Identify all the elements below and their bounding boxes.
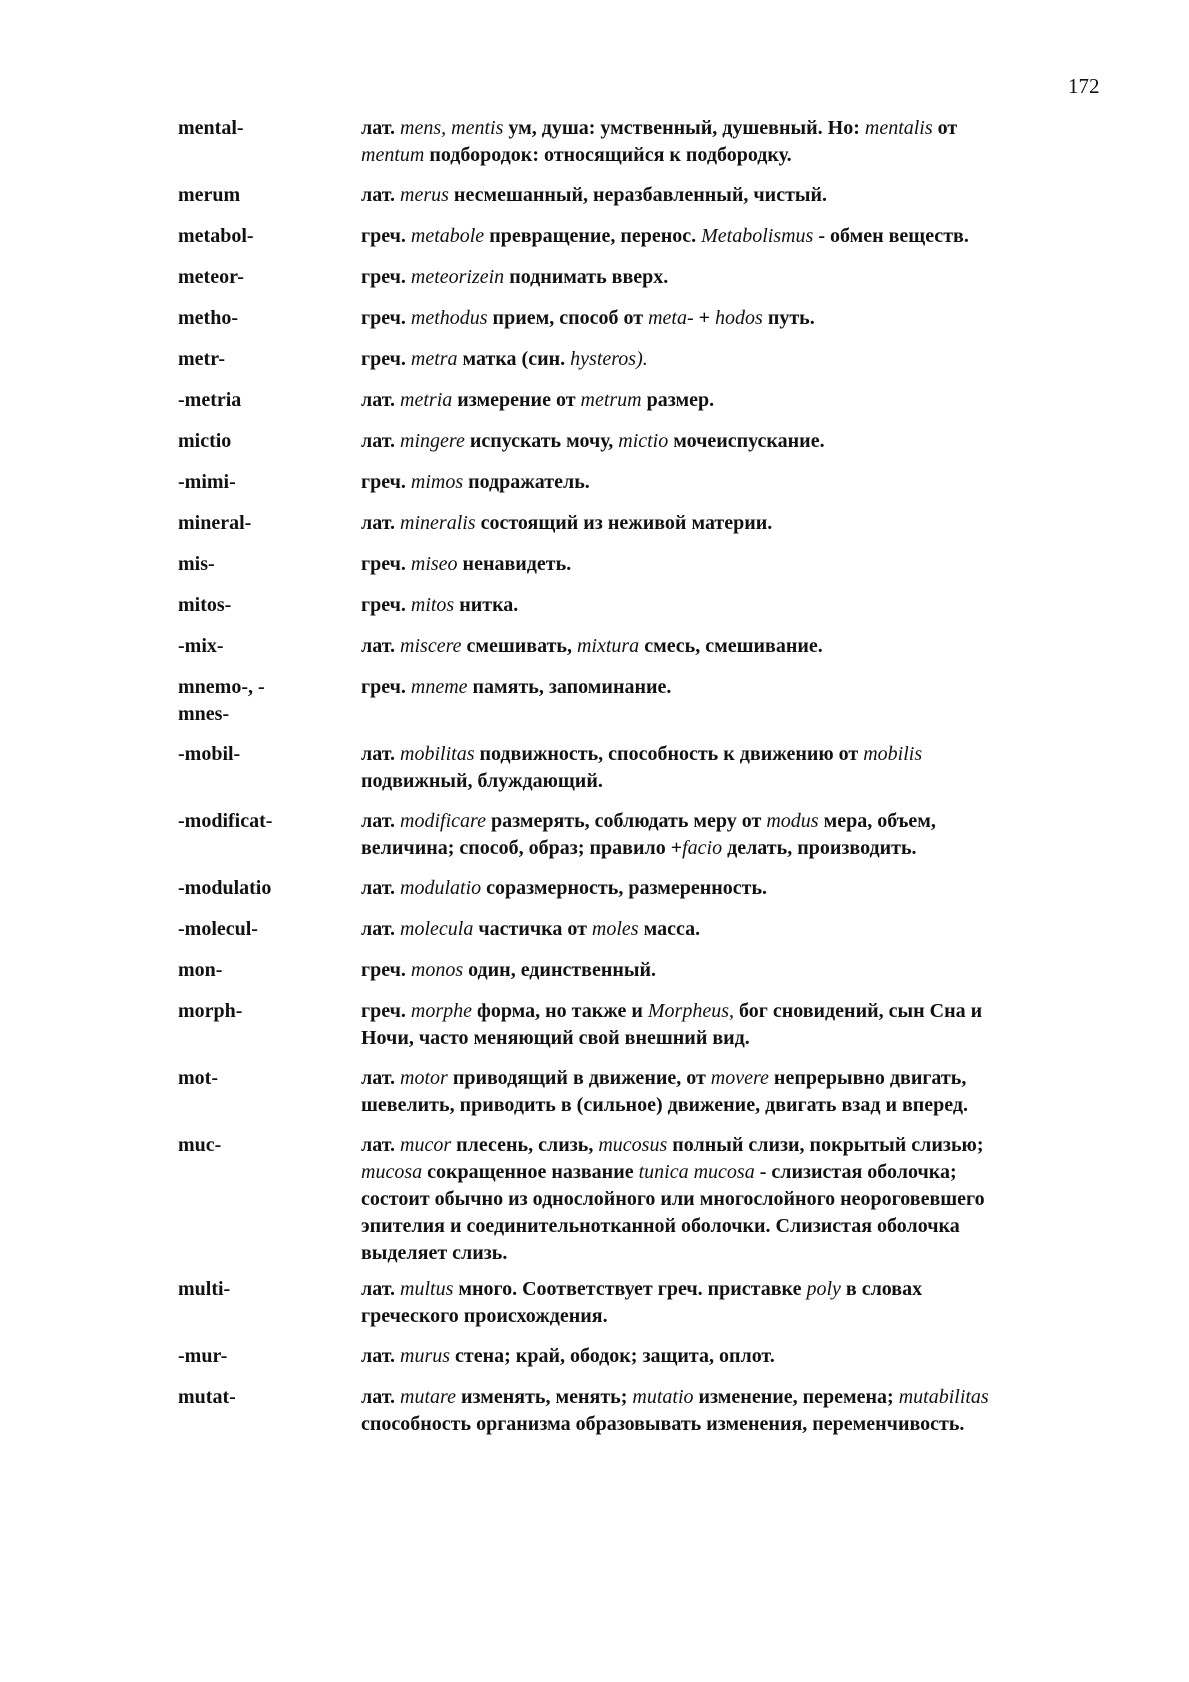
italic-term: hodos: [715, 307, 763, 329]
entry-definition: [361, 875, 1098, 902]
dictionary-entry: [178, 469, 1098, 496]
definition-line: [361, 1092, 1098, 1119]
definition-text: много. Соответствует греч. приставке: [453, 1278, 807, 1300]
entry-term: -modificat-: [178, 810, 273, 832]
page-number: 172: [1068, 74, 1100, 98]
entry-definition: [361, 1343, 1098, 1370]
definition-line: [361, 346, 1098, 373]
definition-line: [361, 633, 1098, 660]
definition-text: лат.: [361, 1278, 401, 1300]
entry-term: morph-: [178, 1000, 243, 1022]
entry-definition: [361, 1132, 1098, 1267]
dictionary-entry: [178, 346, 1098, 373]
entry-definition: [361, 1276, 1098, 1330]
definition-text: масса.: [638, 918, 701, 940]
definition-text: лат.: [361, 810, 401, 832]
definition-text: способность организма образовывать изменения, переменчивость.: [361, 1413, 965, 1435]
italic-term: mimos: [410, 471, 464, 493]
definition-text: сокращенное название: [422, 1161, 639, 1183]
definition-text: матка (син.: [457, 348, 571, 370]
entry-term: -mix-: [178, 635, 224, 657]
definition-text: испускать мочу,: [464, 430, 619, 452]
definition-line: [361, 741, 1098, 768]
entry-term: mutat-: [178, 1386, 236, 1408]
dictionary-entry: [178, 1384, 1098, 1438]
definition-text: ум, душа: умственный, душевный. Но:: [503, 117, 865, 139]
definition-text: подвижность, способность к движению от: [474, 743, 864, 765]
italic-term: mens, mentis: [400, 117, 504, 139]
entry-definition: [361, 305, 1098, 332]
italic-term: facio: [682, 837, 723, 859]
italic-term: monos: [410, 959, 464, 981]
italic-term: metrum: [580, 389, 642, 411]
italic-term: modulatio: [400, 877, 482, 899]
definition-text: лат.: [361, 918, 401, 940]
italic-term: mneme: [410, 676, 468, 698]
entry-definition: [361, 957, 1098, 984]
entry-term: metho-: [178, 307, 238, 329]
dictionary-entry: [178, 1065, 1098, 1119]
dictionary-entry: [178, 592, 1098, 619]
definition-line: [361, 510, 1098, 537]
italic-term: movere: [710, 1067, 769, 1089]
italic-term: merus: [400, 184, 449, 206]
definition-text: размерять, соблюдать меру от: [485, 810, 767, 832]
italic-term: mitos: [410, 594, 455, 616]
dictionary-entry: [178, 305, 1098, 332]
definition-text: несмешанный, неразбавленный, чистый.: [448, 184, 828, 206]
entry-definition: [361, 808, 1098, 862]
entry-term: meteor-: [178, 266, 244, 288]
italic-term: meteorizein: [410, 266, 505, 288]
definition-line: [361, 387, 1098, 414]
definition-text: мочеиспускание.: [668, 430, 825, 452]
definition-text: частичка от: [473, 918, 592, 940]
italic-term: mutare: [400, 1386, 456, 1408]
definition-text: в словах: [840, 1278, 923, 1300]
entry-term: merum: [178, 184, 241, 206]
entry-definition: [361, 264, 1098, 291]
italic-term: motor: [400, 1067, 448, 1089]
definition-text: смешивать,: [461, 635, 577, 657]
italic-term: mobilitas: [400, 743, 475, 765]
definition-text: греч.: [361, 594, 411, 616]
definition-text: нитка.: [454, 594, 519, 616]
definition-text: +: [693, 307, 716, 329]
dictionary-entry: [178, 741, 1098, 795]
dictionary-entry: [178, 957, 1098, 984]
definition-text: от: [932, 117, 958, 139]
definition-line: [361, 551, 1098, 578]
definition-text: непрерывно двигать,: [768, 1067, 967, 1089]
entry-term: -mimi-: [178, 471, 236, 493]
entry-term: mot-: [178, 1067, 218, 1089]
entry-definition: [361, 510, 1098, 537]
definition-line: [361, 1303, 1098, 1330]
italic-term: moles: [591, 918, 639, 940]
definition-text: форма, но также и: [471, 1000, 648, 1022]
definition-line: [361, 1213, 1098, 1240]
entry-term: mnemo-, - mnes-: [178, 676, 265, 725]
definition-text: делать, производить.: [722, 837, 917, 859]
dictionary-entry: [178, 223, 1098, 250]
entry-definition: [361, 674, 1098, 701]
definition-line: [361, 916, 1098, 943]
italic-term: modificare: [400, 810, 486, 832]
definition-text: ненавидеть.: [457, 553, 572, 575]
definition-line: [361, 264, 1098, 291]
definition-text: подбородок: относящийся к подбородку.: [424, 144, 792, 166]
definition-text: подражатель.: [463, 471, 590, 493]
entry-definition: [361, 115, 1098, 169]
definition-text: прием, способ от: [487, 307, 649, 329]
definition-line: [361, 768, 1098, 795]
definition-line: [361, 1384, 1098, 1411]
entry-definition: [361, 551, 1098, 578]
definition-text: Ночи, часто меняющий свой внешний вид.: [361, 1027, 750, 1049]
dictionary-entry: [178, 916, 1098, 943]
definition-text: смесь, смешивание.: [639, 635, 823, 657]
entry-definition: [361, 387, 1098, 414]
definition-text: бог сновидений, сын Сна и: [734, 1000, 983, 1022]
definition-text: лат.: [361, 1345, 401, 1367]
italic-term: morphe: [410, 1000, 472, 1022]
entry-definition: [361, 346, 1098, 373]
definition-line: [361, 142, 1098, 169]
definition-text: лат.: [361, 430, 401, 452]
dictionary-entry: [178, 1132, 1098, 1267]
definition-text: изменение, перемена;: [693, 1386, 899, 1408]
dictionary-entry: [178, 998, 1098, 1052]
entry-definition: [361, 428, 1098, 455]
dictionary-entry: [178, 633, 1098, 660]
definition-line: [361, 305, 1098, 332]
italic-term: mixtura: [576, 635, 640, 657]
entry-term: -modulatio: [178, 877, 272, 899]
definition-line: [361, 1132, 1098, 1159]
italic-term: mobilis: [863, 743, 923, 765]
entry-term: -mobil-: [178, 743, 241, 765]
italic-term: Metabolismus: [701, 225, 814, 247]
definition-line: [361, 1240, 1098, 1267]
italic-term: methodus: [410, 307, 488, 329]
definition-text: лат.: [361, 635, 401, 657]
definition-line: [361, 1276, 1098, 1303]
italic-term: mictio: [618, 430, 669, 452]
entry-definition: [361, 916, 1098, 943]
entry-definition: [361, 1065, 1098, 1119]
definition-text: эпителия и соединительнотканной оболочки. Слизистая оболочка: [361, 1215, 960, 1237]
dictionary-entry: [178, 182, 1098, 209]
definition-text: греч.: [361, 471, 411, 493]
italic-term: tunica mucosa: [638, 1161, 755, 1183]
definition-line: [361, 428, 1098, 455]
entry-term: metabol-: [178, 225, 254, 247]
italic-term: mucosus: [598, 1134, 668, 1156]
definition-text: шевелить, приводить в (сильное) движение, двигать взад и вперед.: [361, 1094, 969, 1116]
entry-term: mictio: [178, 430, 232, 452]
definition-text: стена; край, ободок; защита, оплот.: [450, 1345, 775, 1367]
definition-text: подвижный, блуждающий.: [361, 770, 603, 792]
definition-text: лат.: [361, 512, 401, 534]
definition-line: [361, 1025, 1098, 1052]
definition-text: превращение, перенос.: [484, 225, 702, 247]
definition-text: состоящий из неживой материи.: [475, 512, 773, 534]
dictionary-entry: [178, 1276, 1098, 1330]
entry-term: muc-: [178, 1134, 222, 1156]
definition-text: лат.: [361, 389, 401, 411]
italic-term: metabole: [410, 225, 485, 247]
definition-text: греч.: [361, 553, 411, 575]
italic-term: miseo: [410, 553, 458, 575]
dictionary-entry: [178, 875, 1098, 902]
entry-term: mis-: [178, 553, 215, 575]
entry-term: multi-: [178, 1278, 231, 1300]
definition-line: [361, 115, 1098, 142]
dictionary-entry: [178, 808, 1098, 862]
italic-term: mucor: [400, 1134, 452, 1156]
definition-text: один, единственный.: [463, 959, 657, 981]
dictionary-entry: [178, 264, 1098, 291]
definition-line: [361, 957, 1098, 984]
entry-definition: [361, 182, 1098, 209]
italic-term: Morpheus,: [647, 1000, 734, 1022]
entry-definition: [361, 223, 1098, 250]
dictionary-entry: [178, 387, 1098, 414]
italic-term: mineralis: [400, 512, 476, 534]
entry-term: mitos-: [178, 594, 232, 616]
italic-term: modus: [766, 810, 819, 832]
entry-term: -molecul-: [178, 918, 258, 940]
definition-line: [361, 182, 1098, 209]
definition-text: приводящий в движение, от: [447, 1067, 711, 1089]
definition-text: состоит обычно из однослойного или многослойного неороговевшего: [361, 1188, 985, 1210]
dictionary-entry: [178, 510, 1098, 537]
italic-term: mingere: [400, 430, 465, 452]
definition-text: греч.: [361, 1000, 411, 1022]
entry-term: mineral-: [178, 512, 252, 534]
definition-text: измерение от: [452, 389, 581, 411]
definition-text: - слизистая оболочка;: [754, 1161, 957, 1183]
dictionary-entry: [178, 428, 1098, 455]
entry-definition: [361, 469, 1098, 496]
dictionary-entry: [178, 1343, 1098, 1370]
definition-text: греч.: [361, 959, 411, 981]
definition-text: полный слизи, покрытый слизью;: [667, 1134, 984, 1156]
italic-term: metria: [400, 389, 453, 411]
dictionary-entry: [178, 674, 1098, 728]
definition-text: греч.: [361, 225, 411, 247]
italic-term: hysteros).: [570, 348, 648, 370]
definition-text: изменять, менять;: [455, 1386, 633, 1408]
entry-definition: [361, 998, 1098, 1052]
definition-text: лат.: [361, 117, 401, 139]
definition-text: поднимать вверх.: [504, 266, 669, 288]
definition-text: лат.: [361, 1386, 401, 1408]
italic-term: metra: [410, 348, 458, 370]
definition-text: мера, объем,: [818, 810, 936, 832]
entry-term: -metria: [178, 389, 242, 411]
definition-text: величина; способ, образ; правило +: [361, 837, 683, 859]
definition-text: греч.: [361, 348, 411, 370]
italic-term: mutatio: [632, 1386, 694, 1408]
dictionary-entry: [178, 551, 1098, 578]
definition-text: плесень, слизь,: [451, 1134, 599, 1156]
dictionary-entry: [178, 115, 1098, 169]
definition-line: [361, 1411, 1098, 1438]
definition-line: [361, 998, 1098, 1025]
definition-line: [361, 875, 1098, 902]
entry-definition: [361, 633, 1098, 660]
italic-term: meta-: [648, 307, 694, 329]
definition-text: память, запоминание.: [467, 676, 672, 698]
entry-term: mon-: [178, 959, 223, 981]
entry-term: mental-: [178, 117, 244, 139]
definition-text: выделяет слизь.: [361, 1242, 508, 1264]
definition-text: соразмерность, размеренность.: [481, 877, 768, 899]
italic-term: poly: [806, 1278, 841, 1300]
definition-line: [361, 1343, 1098, 1370]
definition-text: размер.: [641, 389, 715, 411]
definition-text: - обмен веществ.: [813, 225, 969, 247]
definition-line: [361, 223, 1098, 250]
italic-term: mutabilitas: [898, 1386, 989, 1408]
entry-term: metr-: [178, 348, 225, 370]
italic-term: multus: [400, 1278, 454, 1300]
definition-text: греч.: [361, 266, 411, 288]
definition-line: [361, 592, 1098, 619]
definition-line: [361, 1159, 1098, 1186]
definition-line: [361, 835, 1098, 862]
definition-text: лат.: [361, 1067, 401, 1089]
entry-definition: [361, 1384, 1098, 1438]
definition-line: [361, 808, 1098, 835]
definition-text: путь.: [762, 307, 815, 329]
italic-term: mentum: [361, 144, 425, 166]
entry-definition: [361, 741, 1098, 795]
italic-term: murus: [400, 1345, 451, 1367]
italic-term: mucosa: [361, 1161, 423, 1183]
definition-line: [361, 1186, 1098, 1213]
definition-text: лат.: [361, 1134, 401, 1156]
entry-definition: [361, 592, 1098, 619]
italic-term: miscere: [400, 635, 462, 657]
definition-text: лат.: [361, 743, 401, 765]
italic-term: mentalis: [864, 117, 933, 139]
definition-text: лат.: [361, 877, 401, 899]
entry-term: -mur-: [178, 1345, 228, 1367]
definition-line: [361, 469, 1098, 496]
definition-text: греческого происхождения.: [361, 1305, 608, 1327]
definition-line: [361, 674, 1098, 701]
definition-text: греч.: [361, 307, 411, 329]
definition-line: [361, 1065, 1098, 1092]
definition-text: лат.: [361, 184, 401, 206]
definition-text: греч.: [361, 676, 411, 698]
italic-term: molecula: [400, 918, 474, 940]
